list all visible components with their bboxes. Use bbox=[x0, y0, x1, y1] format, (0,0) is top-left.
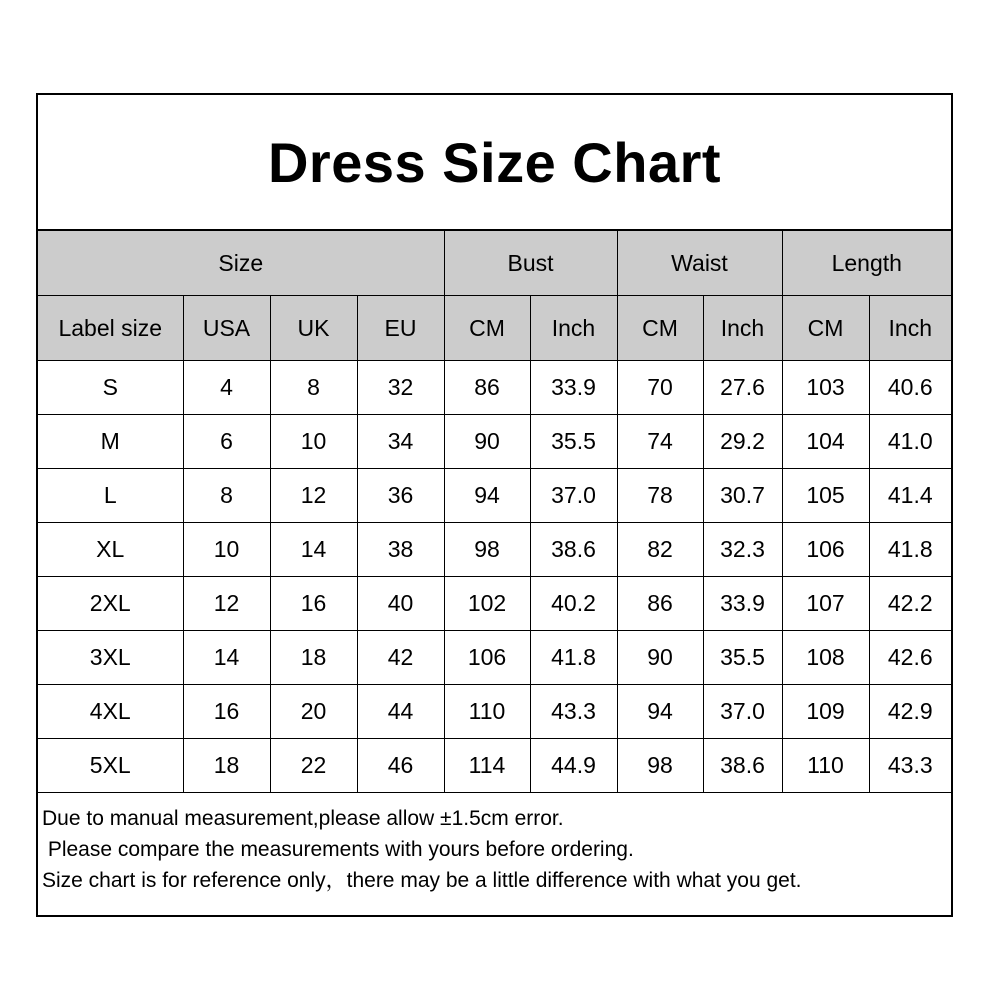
table-cell: 10 bbox=[270, 415, 357, 469]
table-cell: 108 bbox=[782, 631, 869, 685]
table-cell: 86 bbox=[444, 361, 530, 415]
table-cell: 104 bbox=[782, 415, 869, 469]
table-cell: 90 bbox=[444, 415, 530, 469]
table-cell: 8 bbox=[270, 361, 357, 415]
table-cell: 38 bbox=[357, 523, 444, 577]
table-cell: 70 bbox=[617, 361, 703, 415]
table-cell: 114 bbox=[444, 739, 530, 793]
table-cell: 82 bbox=[617, 523, 703, 577]
table-cell: 42.2 bbox=[869, 577, 951, 631]
table-row bbox=[38, 739, 951, 793]
table-cell: 34 bbox=[357, 415, 444, 469]
table-cell: 110 bbox=[782, 739, 869, 793]
label-size-cell: L bbox=[38, 469, 183, 523]
table-cell: 16 bbox=[183, 685, 270, 739]
table-cell: 106 bbox=[782, 523, 869, 577]
table-cell: 94 bbox=[617, 685, 703, 739]
table-cell: 106 bbox=[444, 631, 530, 685]
table-row bbox=[38, 685, 951, 739]
label-size-cell: S bbox=[38, 361, 183, 415]
chart-title: Dress Size Chart bbox=[267, 130, 722, 194]
table-cell: 41.8 bbox=[869, 523, 951, 577]
subheader-cell: UK bbox=[270, 296, 357, 361]
title-box bbox=[38, 95, 951, 231]
note-line: Please compare the measurements with yours before ordering. bbox=[42, 838, 634, 861]
subheader-cell: Inch bbox=[703, 296, 782, 361]
table-cell: 41.0 bbox=[869, 415, 951, 469]
table-cell: 74 bbox=[617, 415, 703, 469]
notes bbox=[38, 789, 951, 896]
table-cell: 12 bbox=[183, 577, 270, 631]
table-body bbox=[38, 231, 951, 793]
group-header-length: Length bbox=[782, 231, 951, 296]
table-row bbox=[38, 469, 951, 523]
group-header-row bbox=[38, 231, 951, 296]
table-cell: 98 bbox=[617, 739, 703, 793]
table-cell: 29.2 bbox=[703, 415, 782, 469]
subheader-cell: Inch bbox=[530, 296, 617, 361]
table-cell: 42.9 bbox=[869, 685, 951, 739]
group-header-waist: Waist bbox=[617, 231, 782, 296]
table-cell: 43.3 bbox=[869, 739, 951, 793]
table-cell: 18 bbox=[270, 631, 357, 685]
table-cell: 38.6 bbox=[530, 523, 617, 577]
table-cell: 103 bbox=[782, 361, 869, 415]
table-cell: 37.0 bbox=[703, 685, 782, 739]
subheader-cell: Label size bbox=[38, 296, 183, 361]
group-header-bust: Bust bbox=[444, 231, 617, 296]
table-row bbox=[38, 361, 951, 415]
table-cell: 86 bbox=[617, 577, 703, 631]
table-row bbox=[38, 523, 951, 577]
table-cell: 41.4 bbox=[869, 469, 951, 523]
table-cell: 46 bbox=[357, 739, 444, 793]
table-cell: 40 bbox=[357, 577, 444, 631]
note-line: Size chart is for reference only，there may be a little difference with what you get. bbox=[42, 869, 802, 892]
table-cell: 41.8 bbox=[530, 631, 617, 685]
table-cell: 33.9 bbox=[703, 577, 782, 631]
table-cell: 42 bbox=[357, 631, 444, 685]
subheader-cell: USA bbox=[183, 296, 270, 361]
table-cell: 102 bbox=[444, 577, 530, 631]
table-cell: 40.6 bbox=[869, 361, 951, 415]
table-cell: 27.6 bbox=[703, 361, 782, 415]
table-cell: 14 bbox=[270, 523, 357, 577]
subheader-cell: CM bbox=[782, 296, 869, 361]
subheader-cell: Inch bbox=[869, 296, 951, 361]
label-size-cell: 3XL bbox=[38, 631, 183, 685]
table-cell: 44.9 bbox=[530, 739, 617, 793]
table-cell: 38.6 bbox=[703, 739, 782, 793]
table-cell: 33.9 bbox=[530, 361, 617, 415]
table-cell: 42.6 bbox=[869, 631, 951, 685]
table-cell: 35.5 bbox=[530, 415, 617, 469]
table-cell: 36 bbox=[357, 469, 444, 523]
table-cell: 44 bbox=[357, 685, 444, 739]
table-row bbox=[38, 631, 951, 685]
table-row bbox=[38, 577, 951, 631]
table-cell: 94 bbox=[444, 469, 530, 523]
label-size-cell: 4XL bbox=[38, 685, 183, 739]
table-cell: 43.3 bbox=[530, 685, 617, 739]
table-cell: 109 bbox=[782, 685, 869, 739]
label-size-cell: XL bbox=[38, 523, 183, 577]
table-cell: 107 bbox=[782, 577, 869, 631]
table-row bbox=[38, 415, 951, 469]
table-cell: 18 bbox=[183, 739, 270, 793]
subheader-cell: EU bbox=[357, 296, 444, 361]
table-cell: 105 bbox=[782, 469, 869, 523]
table-cell: 32.3 bbox=[703, 523, 782, 577]
table-cell: 4 bbox=[183, 361, 270, 415]
table-cell: 78 bbox=[617, 469, 703, 523]
table-cell: 110 bbox=[444, 685, 530, 739]
table-cell: 90 bbox=[617, 631, 703, 685]
table-cell: 98 bbox=[444, 523, 530, 577]
table-cell: 30.7 bbox=[703, 469, 782, 523]
group-header-size: Size bbox=[38, 231, 444, 296]
table-cell: 12 bbox=[270, 469, 357, 523]
table-cell: 40.2 bbox=[530, 577, 617, 631]
table-cell: 20 bbox=[270, 685, 357, 739]
subheader-cell: CM bbox=[617, 296, 703, 361]
subheader-row bbox=[38, 296, 951, 361]
label-size-cell: 2XL bbox=[38, 577, 183, 631]
size-chart-sheet bbox=[36, 93, 953, 917]
table-cell: 8 bbox=[183, 469, 270, 523]
label-size-cell: 5XL bbox=[38, 739, 183, 793]
label-size-cell: M bbox=[38, 415, 183, 469]
table-cell: 37.0 bbox=[530, 469, 617, 523]
table-cell: 16 bbox=[270, 577, 357, 631]
table-cell: 14 bbox=[183, 631, 270, 685]
table-cell: 10 bbox=[183, 523, 270, 577]
note-line: Due to manual measurement,please allow ±1.5cm error. bbox=[42, 807, 564, 830]
table-cell: 6 bbox=[183, 415, 270, 469]
table-cell: 32 bbox=[357, 361, 444, 415]
table-cell: 22 bbox=[270, 739, 357, 793]
subheader-cell: CM bbox=[444, 296, 530, 361]
table-cell: 35.5 bbox=[703, 631, 782, 685]
size-table bbox=[38, 231, 951, 793]
